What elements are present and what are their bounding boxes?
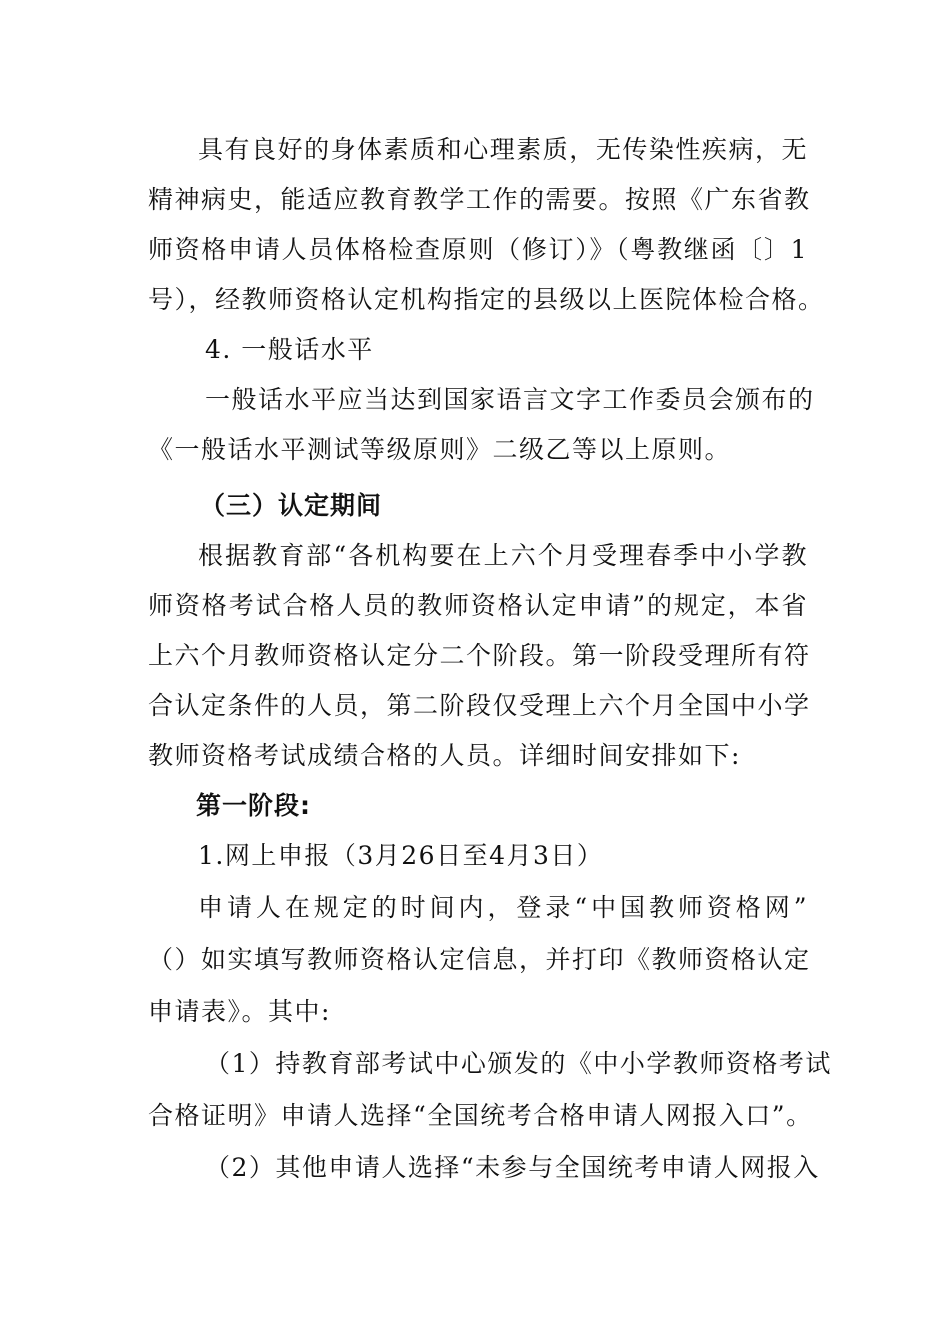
section-heading: 第一阶段:: [196, 791, 311, 820]
paragraph-line: 合格证明》申请人选择“全国统考合格申请人网报入口”。: [148, 1101, 813, 1130]
paragraph-line: 上六个月教师资格认定分二个阶段。第一阶段受理所有符: [148, 641, 811, 670]
section-heading: 4. 一般话水平: [205, 335, 374, 364]
paragraph-line: 精神病史，能适应教育教学工作的需要。按照《广东省教: [148, 185, 811, 214]
paragraph-line: 根据教育部“各机构要在上六个月受理春季中小学教: [198, 541, 808, 570]
paragraph-line: 师资格考试合格人员的教师资格认定申请”的规定，本省: [148, 591, 808, 620]
section-heading: （三）认定期间: [200, 491, 383, 520]
paragraph-line: 一般话水平应当达到国家语言文字工作委员会颁布的: [205, 385, 815, 414]
paragraph-line: 《一般话水平测试等级原则》二级乙等以上原则。: [148, 435, 732, 464]
paragraph-line: 合认定条件的人员，第二阶段仅受理上六个月全国中小学: [148, 691, 811, 720]
paragraph-line: 教师资格考试成绩合格的人员。详细时间安排如下:: [148, 741, 741, 770]
paragraph-line: 具有良好的身体素质和心理素质，无传染性疾病，无: [198, 135, 808, 164]
paragraph-line: （）如实填写教师资格认定信息，并打印《教师资格认定: [148, 945, 811, 974]
paragraph-line: 1.网上申报（3月26日至4月3日）: [198, 841, 604, 870]
paragraph-line: （2）其他申请人选择“未参与全国统考申请人网报入: [205, 1153, 820, 1182]
paragraph-line: 申请表》。其中:: [148, 997, 331, 1026]
paragraph-line: （1）持教育部考试中心颁发的《中小学教师资格考试: [205, 1049, 832, 1078]
paragraph-line: 师资格申请人员体格检查原则（修订）》（粤教继函〔〕1: [148, 235, 808, 264]
paragraph-line: 申请人在规定的时间内，登录“中国教师资格网”: [198, 893, 808, 922]
paragraph-line: 号），经教师资格认定机构指定的县级以上医院体检合格。: [148, 285, 825, 314]
